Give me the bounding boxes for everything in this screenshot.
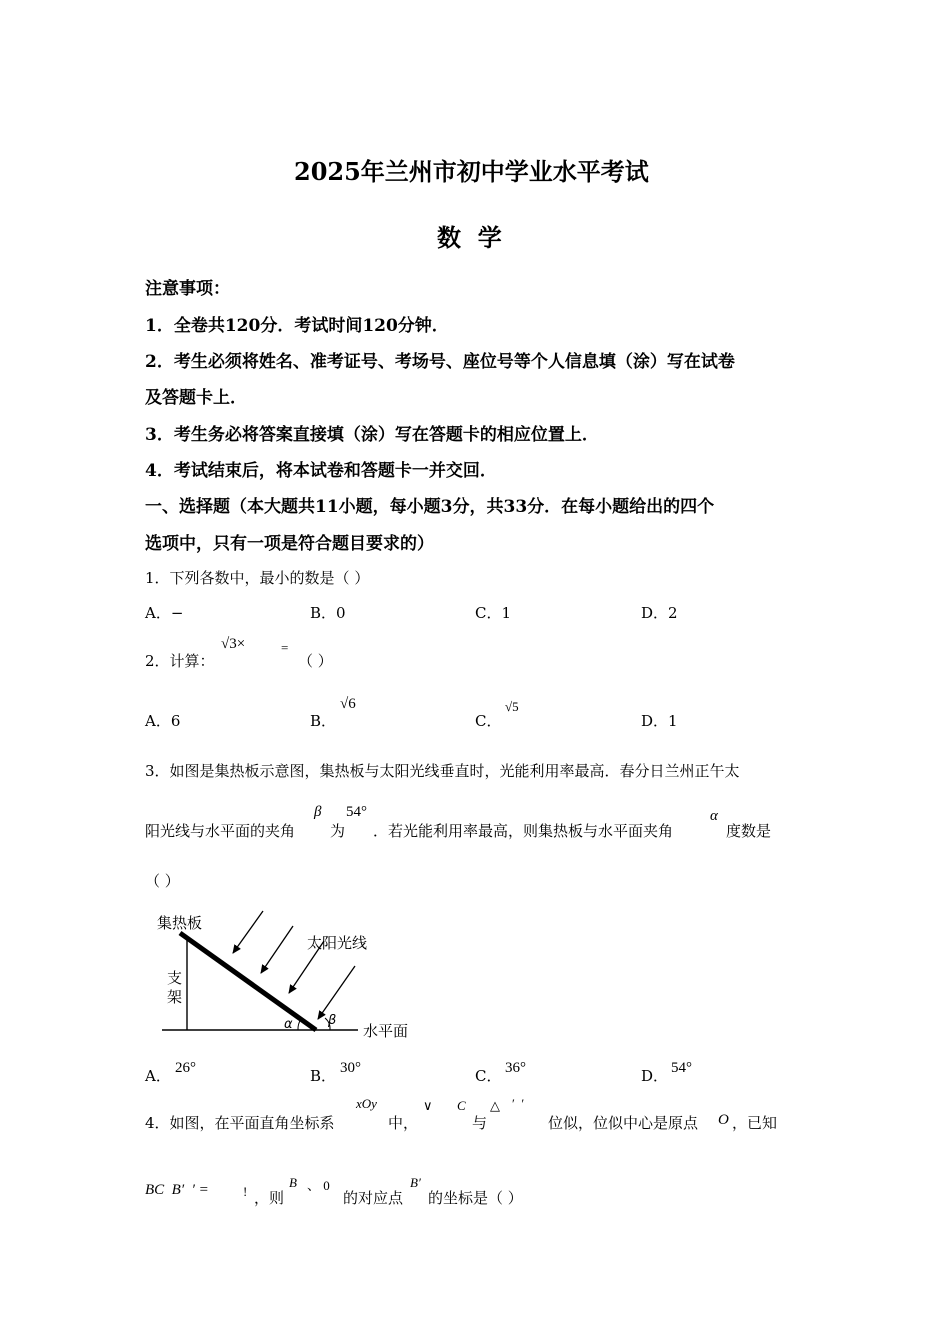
collector-panel xyxy=(180,933,316,1030)
sun-ray xyxy=(261,926,293,973)
q4-line2-d: 的坐标是（ ） xyxy=(428,1189,523,1207)
q4-fragment-2: C xyxy=(457,1098,466,1113)
subject-title: 数 学 xyxy=(437,223,502,252)
q2-equals: = xyxy=(281,640,289,655)
notice-item-2: 2．考生必须将姓名、准考证号、考场号、座位号等个人信息填（涂）写在试卷 xyxy=(145,352,735,372)
label-alpha: α xyxy=(284,1017,293,1032)
alpha-arc xyxy=(298,1019,301,1030)
notice-item-2-cont: 及答题卡上． xyxy=(145,388,247,408)
q3-stem-line2-c: ．若光能利用率最高，则集热板与水平面夹角 xyxy=(373,822,674,840)
q3-option-c-value: 36° xyxy=(505,1060,526,1076)
section-1-heading-cont: 选项中，只有一项是符合题目要求的） xyxy=(145,534,434,554)
q1-option-b: B．0 xyxy=(310,604,346,622)
q4-line2-b: ，则 xyxy=(254,1189,285,1207)
q2-option-b-label: B． xyxy=(310,712,337,730)
q3-stem-line2-b: 为 xyxy=(330,822,346,840)
q2-option-a: A．6 xyxy=(145,712,181,730)
q4-line2-c: 的对应点 xyxy=(343,1189,404,1207)
q4-origin: O xyxy=(718,1112,729,1128)
q1-option-d: D．2 xyxy=(641,604,678,622)
q3-stem-line1: 3．如图是集热板示意图，集热板与太阳光线垂直时，光能利用率最高．春分日兰州正午太 xyxy=(145,762,740,780)
sun-ray xyxy=(233,911,263,953)
q2-stem-prefix: 2．计算： xyxy=(145,652,215,670)
q2-option-d: D．1 xyxy=(641,712,678,730)
q4-stem-e: ，已知 xyxy=(732,1114,778,1132)
q4-stem-d: 位似，位似中心是原点 xyxy=(548,1114,699,1132)
q3-option-d-label: D． xyxy=(641,1067,669,1085)
q2-option-b-value: √6 xyxy=(340,696,356,712)
q4-line2-fragment-4: 、 0 xyxy=(307,1178,330,1193)
q4-fragment-3: △ xyxy=(490,1098,500,1113)
notice-item-1: 1．全卷共120分．考试时间120分钟． xyxy=(145,316,449,336)
q4-fragment-4: ′ ′ xyxy=(512,1096,525,1111)
q4-line2-fragment-3: B xyxy=(289,1175,297,1190)
label-beta: β xyxy=(328,1013,337,1028)
q3-alpha: α xyxy=(710,808,718,824)
q4-stem-a: 4．如图，在平面直角坐标系 xyxy=(145,1114,335,1132)
section-1-heading: 一、选择题（本大题共11小题，每小题3分，共33分．在每小题给出的四个 xyxy=(145,497,715,517)
page-title: 2025年兰州市初中学业水平考试 xyxy=(294,157,649,186)
q4-line2-fragment-1: BC B′ ′ = xyxy=(145,1182,209,1198)
q3-option-b-label: B． xyxy=(310,1067,337,1085)
q4-line2-fragment-5: B′ xyxy=(410,1175,421,1190)
q1-option-c: C．1 xyxy=(475,604,512,622)
q3-stem-line2-a: 阳光线与水平面的夹角 xyxy=(145,822,296,840)
q2-option-c-label: C． xyxy=(475,712,502,730)
q2-expression: √3× xyxy=(221,636,246,652)
q3-beta: β xyxy=(314,804,322,820)
q4-fragment-1: ∨ xyxy=(423,1098,433,1113)
notice-item-4: 4．考试结束后，将本试卷和答题卡一并交回． xyxy=(145,461,497,481)
q3-angle-54: 54° xyxy=(346,804,367,820)
q4-line2-fragment-2: ! xyxy=(243,1184,248,1199)
q1-option-a: A．− xyxy=(145,604,184,622)
q4-xoy: xOy xyxy=(356,1096,377,1111)
q3-option-c-label: C． xyxy=(475,1067,502,1085)
q4-stem-b: 中， xyxy=(388,1114,419,1132)
label-ground: 水平面 xyxy=(363,1022,409,1040)
q2-paren: （ ） xyxy=(298,652,333,670)
q3-figure xyxy=(150,906,420,1046)
q3-stem-line2-d: 度数是 xyxy=(726,822,772,840)
q1-stem: 1．下列各数中，最小的数是（ ） xyxy=(145,569,370,587)
label-support-1: 支 xyxy=(167,969,183,987)
q3-option-a-label: A． xyxy=(145,1067,171,1085)
q2-option-c-value: √5 xyxy=(505,699,519,714)
q3-paren: （ ） xyxy=(145,872,180,890)
label-support-2: 架 xyxy=(167,988,183,1006)
q3-option-a-value: 26° xyxy=(175,1060,196,1076)
label-collector: 集热板 xyxy=(157,914,203,932)
q3-option-b-value: 30° xyxy=(340,1060,361,1076)
q4-stem-c: 与 xyxy=(472,1114,488,1132)
sun-ray xyxy=(318,966,355,1019)
q3-option-d-value: 54° xyxy=(671,1060,692,1076)
label-sunlight: 太阳光线 xyxy=(307,934,368,952)
notice-item-3: 3．考生务必将答案直接填（涂）写在答题卡的相应位置上． xyxy=(145,425,599,445)
notice-heading: 注意事项： xyxy=(145,279,230,299)
